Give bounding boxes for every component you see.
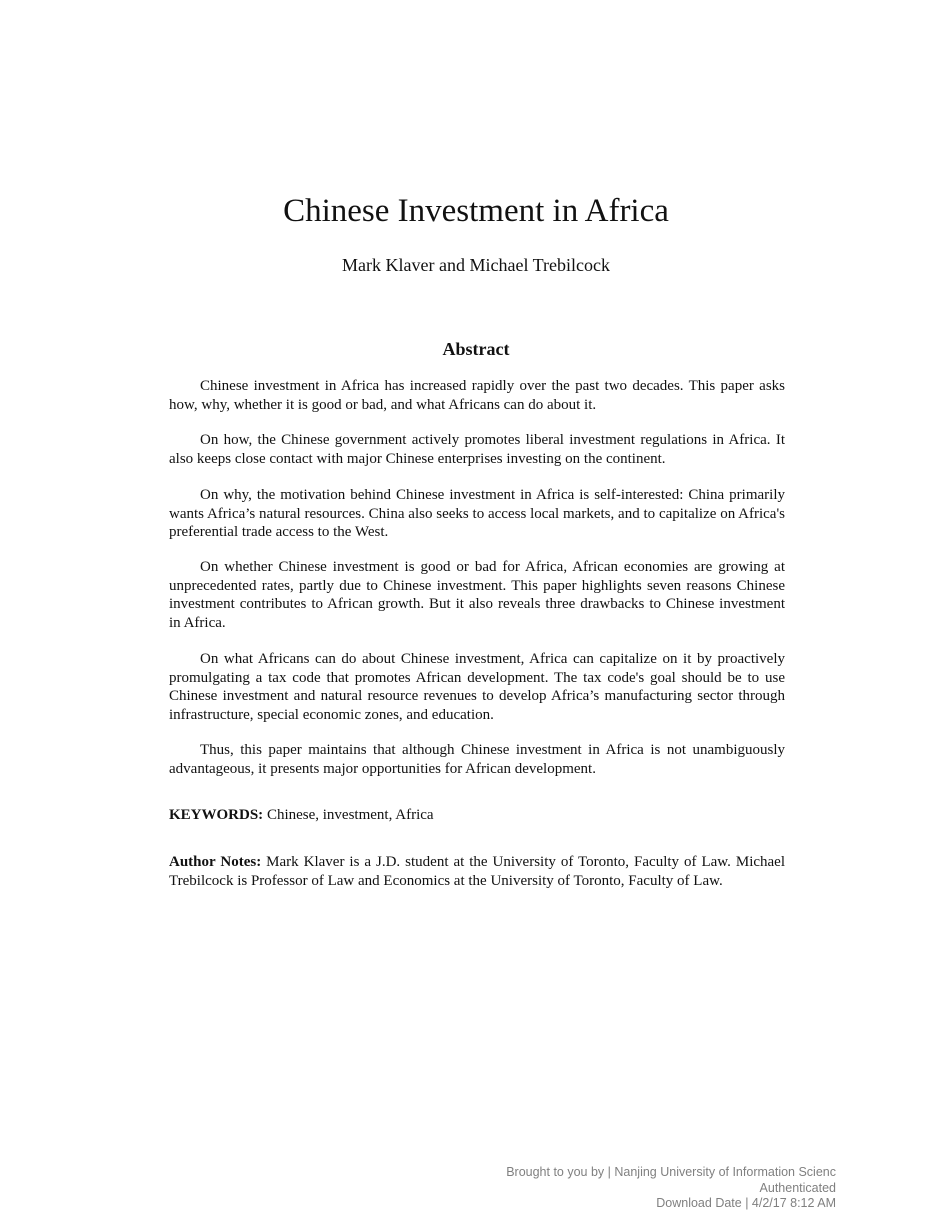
paper-title: Chinese Investment in Africa: [283, 193, 669, 229]
footer-auth-line: Authenticated: [759, 1180, 836, 1195]
abstract-heading: Abstract: [442, 339, 510, 359]
abstract-paragraph-1: Chinese investment in Africa has increased rapidly over the past two decades. This paper asks how, why, whether it is good or bad, and what Africans can do about it.: [169, 378, 785, 413]
abstract-paragraph-6: Thus, this paper maintains that although Chinese investment in Africa is not unambiguously advantageous, it presents major opportunities for African development.: [169, 742, 785, 777]
keywords-label: KEYWORDS:: [169, 807, 264, 823]
abstract-paragraph-3: On why, the motivation behind Chinese investment in Africa is self-interested: China primarily wants Africa’s natural resources. China also seeks to access local markets, and to capitalize on Africa's preferential trade access to the West.: [169, 487, 785, 540]
keywords-text: Chinese, investment, Africa: [266, 807, 434, 823]
download-footer: [506, 1165, 836, 1212]
author-notes: [169, 853, 785, 890]
footer-provider-line: Brought to you by | Nanjing University of Information Scienc: [506, 1165, 836, 1179]
abstract-paragraph-5: On what Africans can do about Chinese investment, Africa can capitalize on it by proactively promulgating a tax code that promotes African development. The tax code's goal should be to use Chinese investment and natural resource revenues to develop Africa’s manufacturing sector through infrastructure, special economic zones, and education.: [169, 651, 785, 723]
abstract-paragraph-4: On whether Chinese investment is good or bad for Africa, African economies are growing at unprecedented rates, partly due to Chinese investment. This paper highlights seven reasons Chinese investment contributes to African growth. But it also reveals three drawbacks to Chinese investment in Africa.: [169, 559, 785, 631]
keywords: [169, 806, 785, 825]
abstract-paragraph-2: On how, the Chinese government actively promotes liberal investment regulations in Africa. It also keeps close contact with major Chinese enterprises investing on the continent.: [169, 432, 785, 467]
author-notes-text: Mark Klaver is a J.D. student at the University of Toronto, Faculty of Law. Michael Trebilcock is Professor of Law and Economics at the University of Toronto, Faculty of Law.: [169, 854, 786, 889]
author-notes-label: Author Notes:: [169, 854, 262, 870]
author-list: Mark Klaver and Michael Trebilcock: [342, 255, 610, 275]
footer-date-line: Download Date | 4/2/17 8:12 AM: [656, 1196, 836, 1210]
